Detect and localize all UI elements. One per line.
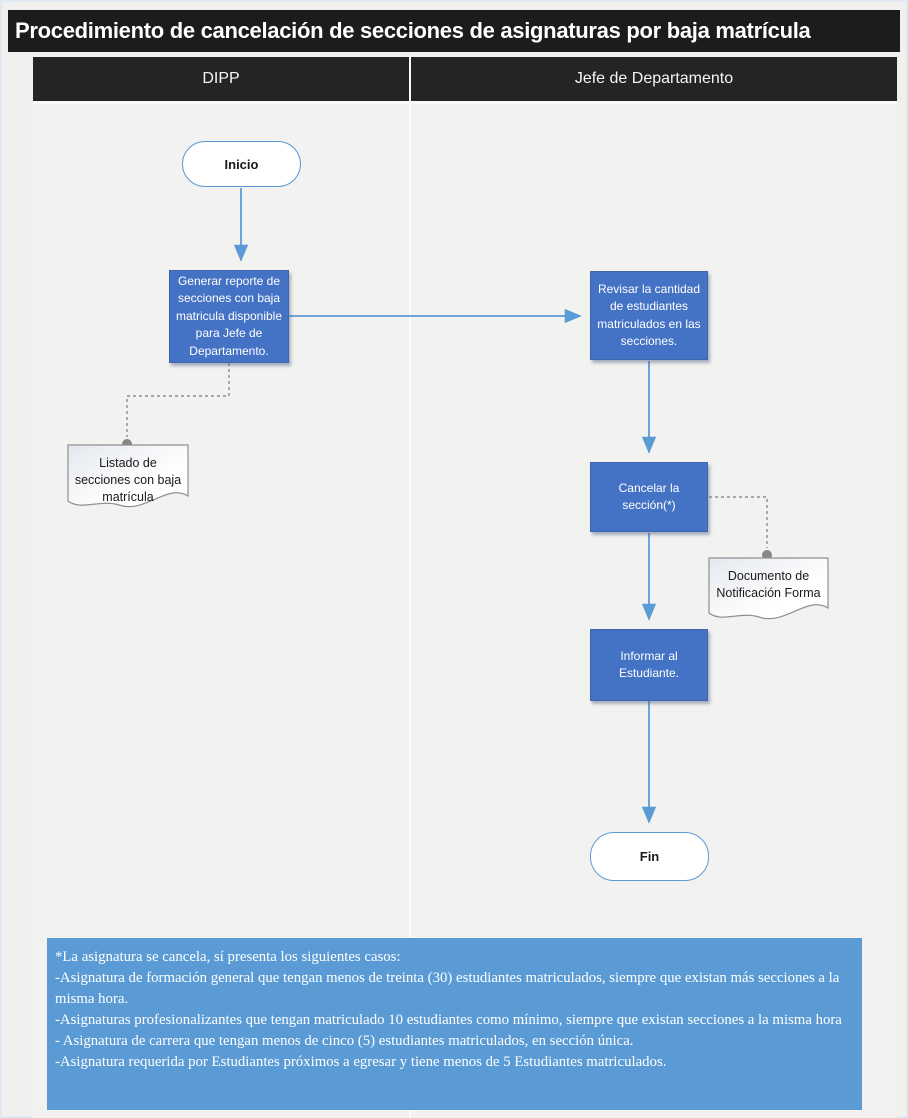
process-generar-label: Generar reporte de secciones con baja matricula disponible para Jefe de Departamento. — [175, 274, 283, 358]
lane-header-dipp: DIPP — [33, 57, 409, 101]
end-node-fin — [590, 832, 709, 881]
end-node-label: Fin — [639, 849, 660, 864]
process-revisar-cantidad — [590, 271, 708, 360]
document-notificacion-label: Documento de Notificación Forma — [716, 569, 821, 600]
process-cancelar-seccion — [590, 462, 708, 532]
footnote-line: -Asignatura de formación general que tengan menos de treinta (30) estudiantes matriculados, siempre que existan más secciones a la misma hora. — [55, 970, 840, 1007]
footnote-line: -Asignaturas profesionalizantes que tengan matriculado 10 estudiantes como mínimo, siempre que existan secciones a la misma hora — [55, 1012, 842, 1028]
footnote-line: -Asignatura requerida por Estudiantes próximos a egresar y tiene menos de 5 Estudiantes matriculados. — [55, 1054, 667, 1070]
process-cancelar-label: Cancelar la sección(*) — [618, 480, 680, 512]
page-title: Procedimiento de cancelación de secciones de asignaturas por baja matrícula — [8, 10, 900, 52]
process-revisar-label: Revisar la cantidad de estudiantes matriculados en las secciones. — [597, 281, 701, 348]
document-notificacion — [708, 557, 829, 625]
process-generar-reporte — [169, 270, 289, 363]
start-node-label: Inicio — [224, 156, 259, 172]
process-informar-label: Informar al Estudiante. — [618, 648, 680, 680]
footnote-box — [47, 938, 862, 1110]
footnote-line: *La asignatura se cancela, sí presenta los siguientes casos: — [55, 949, 401, 965]
process-informar-estudiante — [590, 629, 708, 701]
start-node-inicio — [182, 141, 301, 187]
lane-header-jefe-de-departamento: Jefe de Departamento — [411, 57, 897, 101]
document-listado-secciones — [67, 444, 189, 513]
document-listado-label: Listado de secciones con baja matrícula — [74, 456, 182, 504]
footnote-line: - Asignatura de carrera que tengan menos de cinco (5) estudiantes matriculados, en sección única. — [55, 1033, 634, 1049]
